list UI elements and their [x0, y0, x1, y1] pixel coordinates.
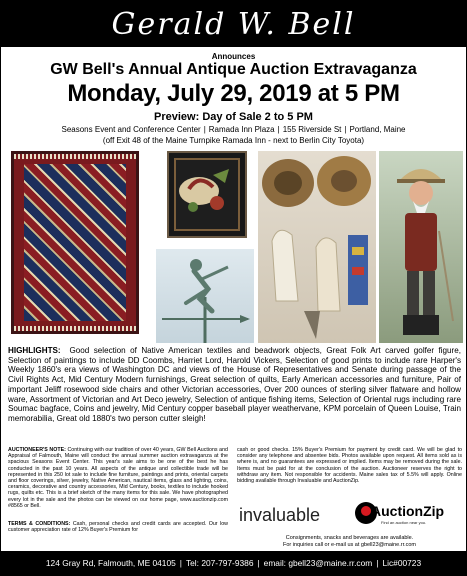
- hooked-rug-illustration: [169, 153, 245, 236]
- highlights-label: HIGHLIGHTS:: [8, 346, 61, 355]
- bidding-logos: [237, 498, 462, 532]
- native-beadwork-photo: [258, 151, 376, 343]
- auctioneers-note-label: AUCTIONEER'S NOTE:: [8, 447, 66, 453]
- event-date: Monday, July 29, 2019 at 5 PM: [67, 80, 400, 107]
- footer-bar: 124 Gray Rd, Falmouth, ME 04105 | Tel: 207-797-9386 | email: gbell23@maine.rr.com | Lic#00723: [1, 551, 466, 575]
- highlights-text: Good selection of Native American textiles and beadwork objects, Great Folk Art carved golfer figure, Selection of paintings to include DD Coombs, Harriet Lord, Harold Vickers, Selection of good prints to include rare Harper's Weekly 1860's era views of Washington DC and views of the House of Representatives and Senate during passage of the Civil Rights Act, Mid Century Modern furnishings, Great selection of quilts, Early American accessories and furniture, Pair of important Jeliff rosewood side chairs and other Victorian accessories, Over 200 ounces of sterling silver flatware and hollow ware, Assortment of Victorian and Art Deco jewelry, Selection of antique fishing items, Selection of Oriental rugs including rare Soumac bagface, Coins and jewelry, Mid Century copper baseball player weathervane, KPM porcelain of Queen Louise, Train memorabilia, Great old 1880's two person cutter sleigh!: [8, 346, 461, 423]
- venue-street: 155 Riverside St: [282, 125, 342, 134]
- preview-time: Preview: Day of Sale 2 to 5 PM: [154, 111, 313, 123]
- consignment-note: Consignments, snacks and beverages are available. For inquiries call or e-mail us at gbell23@maine.rr.com: [282, 535, 417, 548]
- auctioneer-name: Gerald W. Bell: [111, 6, 356, 42]
- rug-fringe-top: [14, 154, 136, 159]
- venue-city: Portland, Maine: [349, 125, 406, 134]
- highlights-paragraph: [8, 346, 461, 424]
- weathervane-illustration: [156, 249, 254, 343]
- baseball-weathervane-photo: [156, 249, 254, 343]
- terms-conditions: [8, 521, 228, 533]
- hooked-rug-photo: [167, 151, 247, 238]
- oriental-rug-photo: [11, 151, 139, 334]
- terms-label: TERMS & CONDITIONS:: [8, 521, 71, 527]
- folk-art-golfer-photo: [379, 151, 463, 343]
- terms-text: Cash, personal checks and credit cards are accepted. Our low customer appreciation rate of 12% Buyer's Premium for: [8, 521, 228, 534]
- header-banner: [1, 1, 466, 47]
- beadwork-illustration: [258, 151, 376, 343]
- footer-address: 124 Gray Rd, Falmouth, ME 04105: [45, 558, 176, 568]
- footer-license: Lic#00723: [382, 558, 422, 568]
- rug-field: [24, 164, 126, 321]
- venue-line: Seasons Event and Conference Center | Ramada Inn Plaza | 155 Riverside St | Portland, Maine: [61, 125, 406, 134]
- terms-continued: cash or good checks. 15% Buyer's Premium for payment by credit card. We will be glad to consider any telephone and absentee bids. Photos available upon request. All items sold as is where is, and no guarantees are expressed or implied. Items may be removed during the sale. Items must be paid for at the conclusion of the auction. Auctioneer reserves the right to withdraw any item. Not responsible for accidents. Maine sales tax of 5.5% will apply. Online bidding available through Invaluable and AuctionZip.: [237, 447, 462, 485]
- event-title: GW Bell's Annual Antique Auction Extravaganza: [50, 61, 417, 78]
- auctionzip-logo: AuctionZip: [371, 503, 445, 519]
- auctionzip-tagline: Find an auction near you.: [381, 520, 427, 525]
- rug-fringe-bottom: [14, 326, 136, 331]
- directions-line: (off Exit 48 of the Maine Turnpike Ramada Inn - next to Berlin City Toyota): [102, 136, 365, 145]
- announces-line: Announces: [211, 52, 256, 61]
- venue-hotel: Ramada Inn Plaza: [208, 125, 275, 134]
- auctioneers-note: [8, 447, 228, 509]
- footer-email[interactable]: email: gbell23@maine.rr.com: [263, 558, 373, 568]
- venue-name: Seasons Event and Conference Center: [61, 125, 201, 134]
- auctioneers-note-text: Continuing with our tradition of over 40 years, GW Bell Auctions and Appraisal of Falmouth, Maine will conduct the annual summer auction extravaganza at the spacious Seasons Event Center. This year's sale aims to be one of the best he has conducted in the past 10 years. All aspects of the antique and collectible trade will be represented in this 250 lot sale to include fine furniture, paintings and prints, oriental carpets and floor coverings, silver, jewelry, Native American, nautical items, glass and lighting, coins, ceramics, decorative and country accessories, Mid Century, books, textiles to include hooked rugs, quilts etc. This is a brief sketch of the many items for this sale. We have photographed every lot in the sale and the photos can be viewed on our home page, www.auctionzip.com #8565 or Bell.: [8, 447, 228, 509]
- golfer-illustration: [379, 151, 463, 343]
- footer-tel: Tel: 207-797-9386: [185, 558, 254, 568]
- invaluable-logo: invaluable: [239, 505, 321, 525]
